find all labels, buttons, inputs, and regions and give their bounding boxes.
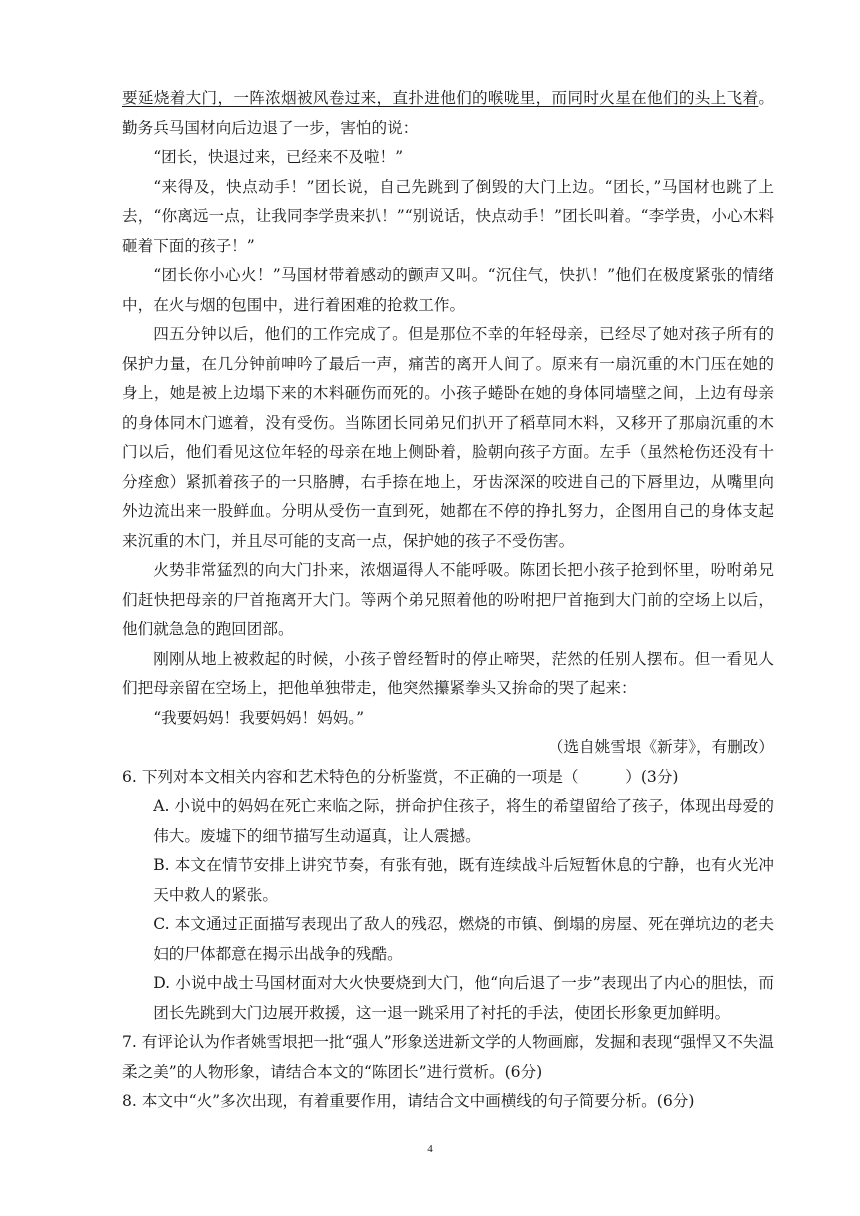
passage-paragraph-4: 四五分钟以后，他们的工作完成了。但是那位不幸的年轻母亲，已经尽了她对孩子所有的保护力量，在几分钟前呻吟了最后一声，痛苦的离开人间了。原来有一扇沉重的木门压在她的身上，她是被上边塌下来的木料砸伤而死的。小孩子蜷卧在她的身体同墙壁之间，上边有母亲的身体同木门遮着，没有受伤。当陈团长同弟兄们扒开了稻草同木料，又移开了那扇沉重的木门以后，他们看见这位年轻的母亲在地上侧卧着，脸朝向孩子方面。左手（虽然枪伤还没有十分痊愈）紧抓着孩子的一只胳膊，右手捺在地上，牙齿深深的咬进自己的下唇里边，从嘴里向外边流出来一股鲜血。分明从受伤一直到死，她都在不停的挣扎努力，企图用自己的身体支起来沉重的木门，并且尽可能的支高一点，保护她的孩子不受伤害。 bbox=[122, 325, 774, 550]
question-8: 8. 本文中“火”多次出现，有着重要作用，请结合文中画横线的句子简要分析。(6分) bbox=[122, 1092, 695, 1110]
underlined-sentence: 要延烧着大门，一阵浓烟被风卷过来，直扑进他们的喉咙里，而同时火星在他们的头上飞着 bbox=[122, 89, 759, 107]
passage-paragraph-0 bbox=[122, 84, 774, 143]
page-content bbox=[122, 84, 774, 1117]
passage-paragraph-7: “我要妈妈！我要妈妈！妈妈。” bbox=[153, 708, 365, 727]
question-6-option-b: B. 本文在情节安排上讲究节奏，有张有弛，既有连续战斗后短暂休息的宁静，也有火光冲天中救人的紧张。 bbox=[153, 856, 774, 904]
page-number: 4 bbox=[427, 1143, 433, 1155]
passage-paragraph-1: “团长，快退过来，已经来不及啦！” bbox=[153, 148, 404, 166]
question-6: 6. 下列对本文相关内容和艺术特色的分析鉴赏，不正确的一项是（ ）(3分) bbox=[122, 767, 679, 786]
passage-paragraph-5: 火势非常猛烈的向大门扑来，浓烟逼得人不能呼吸。陈团长把小孩子抢到怀里，吩咐弟兄们赶快把母亲的尸首拖离开大门。等两个弟兄照着他的吩咐把尸首拖到大门前的空场上以后，他们就急急的跑回团部。 bbox=[122, 561, 774, 638]
question-7: 7. 有评论认为作者姚雪垠把一批“强人”形象送进新文学的人物画廊，发掘和表现“强悍又不失温柔之美”的人物形象，请结合本文的“陈团长”进行赏析。(6分) bbox=[122, 1033, 774, 1081]
question-6-option-d: D. 小说中战士马国材面对大火快要烧到大门，他“向后退了一步”表现出了内心的胆怯，而团长先跳到大门边展开救援，这一退一跳采用了衬托的手法，使团长形象更加鲜明。 bbox=[153, 974, 774, 1022]
paragraph-text: 。勤务兵马国材向后边退了一步，害怕的说： bbox=[122, 89, 774, 137]
passage-paragraph-6: 刚刚从地上被救起的时候，小孩子曾经暂时的停止啼哭，茫然的任别人摆布。但一看见人们把母亲留在空场上，把他单独带走，他突然攥紧拳头又拚命的哭了起来： bbox=[122, 649, 774, 697]
passage-paragraph-2: “来得及，快点动手！”团长说，自己先跳到了倒毁的大门上边。“团长，”马国材也跳了上去，“你离远一点，让我同李学贵来扒！”“别说话，快点动手！”团长叫着。“李学贵，小心木料砸着下面的孩子！” bbox=[122, 177, 774, 255]
question-6-option-a: A. 小说中的妈妈在死亡来临之际，拼命护住孩子，将生的希望留给了孩子，体现出母爱的伟大。废墟下的细节描写生动逼真，让人震撼。 bbox=[153, 797, 774, 845]
question-6-option-c: C. 本文通过正面描写表现出了敌人的残忍，燃烧的市镇、倒塌的房屋、死在弹坑边的老夫妇的尸体都意在揭示出战争的残酷。 bbox=[153, 915, 774, 963]
source-citation: （选自姚雪垠《新芽》，有删改） bbox=[547, 738, 774, 756]
passage-paragraph-3: “团长你小心火！”马国材带着感动的颤声又叫。“沉住气，快扒！”他们在极度紧张的情绪中，在火与烟的包围中，进行着困难的抢救工作。 bbox=[122, 266, 774, 314]
